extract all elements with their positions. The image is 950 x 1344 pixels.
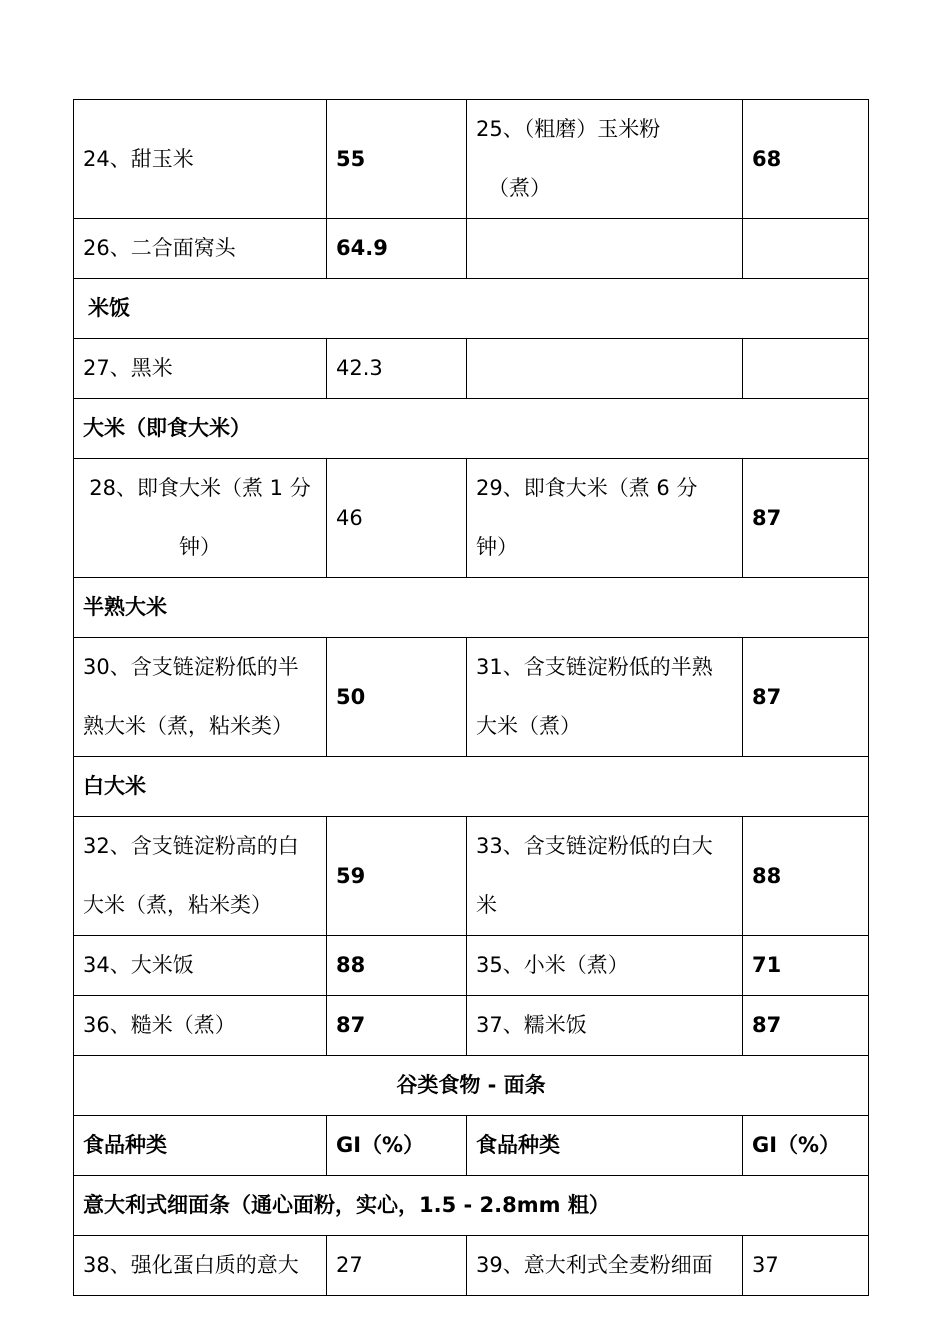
food-name <box>467 638 743 757</box>
gi-table <box>73 99 869 1296</box>
food-name-line: 钟） <box>179 535 221 559</box>
food-name-line: （煮） <box>488 176 551 200</box>
food-name-line: 32、含支链淀粉高的白 <box>83 834 299 858</box>
empty-cell <box>743 219 869 279</box>
food-name: 27、黑米 <box>74 339 327 399</box>
gi-value: 27 <box>327 1236 467 1296</box>
section-row <box>74 399 869 459</box>
food-name <box>467 817 743 936</box>
section-title: 谷类食物 - 面条 <box>74 1056 869 1116</box>
column-header: 食品种类 <box>74 1116 327 1176</box>
empty-cell <box>467 219 743 279</box>
section-title: 半熟大米 <box>74 578 869 638</box>
section-title: 意大利式细面条（通心面粉，实心，1.5 - 2.8mm 粗） <box>74 1176 869 1236</box>
gi-value: 87 <box>743 638 869 757</box>
food-name: 37、糯米饭 <box>467 996 743 1056</box>
food-name-line: 大米（煮） <box>476 714 581 738</box>
table-row <box>74 996 869 1056</box>
food-name-line: 31、含支链淀粉低的半熟 <box>476 655 713 679</box>
gi-value: 59 <box>327 817 467 936</box>
table-row <box>74 219 869 279</box>
food-name <box>467 459 743 578</box>
table-row <box>74 936 869 996</box>
header-row <box>74 1116 869 1176</box>
gi-value: 68 <box>743 100 869 219</box>
section-title: 白大米 <box>74 757 869 817</box>
gi-value: 64.9 <box>327 219 467 279</box>
section-row <box>74 1056 869 1116</box>
gi-value: 50 <box>327 638 467 757</box>
food-name: 38、强化蛋白质的意大 <box>74 1236 327 1296</box>
food-name-line: 熟大米（煮，粘米类） <box>83 714 293 738</box>
section-title: 米饭 <box>74 279 869 339</box>
column-header: 食品种类 <box>467 1116 743 1176</box>
column-header: GI（%） <box>743 1116 869 1176</box>
gi-value: 87 <box>743 459 869 578</box>
section-title: 大米（即食大米） <box>74 399 869 459</box>
food-name-line: 33、含支链淀粉低的白大 <box>476 834 713 858</box>
gi-value: 87 <box>743 996 869 1056</box>
section-row <box>74 578 869 638</box>
food-name: 35、小米（煮） <box>467 936 743 996</box>
table-row <box>74 1236 869 1296</box>
gi-value: 55 <box>327 100 467 219</box>
food-name-line: 钟） <box>476 535 518 559</box>
empty-cell <box>467 339 743 399</box>
food-name: 26、二合面窝头 <box>74 219 327 279</box>
food-name: 36、糙米（煮） <box>74 996 327 1056</box>
table-row <box>74 459 869 578</box>
food-name-line: 大米（煮，粘米类） <box>83 893 272 917</box>
food-name-line: 25、（粗磨）玉米粉 <box>476 117 661 141</box>
food-name-line: 28、即食大米（煮 1 分 <box>89 476 311 500</box>
food-name <box>467 100 743 219</box>
section-row <box>74 757 869 817</box>
food-name: 24、甜玉米 <box>74 100 327 219</box>
gi-value: 71 <box>743 936 869 996</box>
gi-value: 42.3 <box>327 339 467 399</box>
food-name <box>74 638 327 757</box>
food-name-line: 米 <box>476 893 497 917</box>
section-row <box>74 1176 869 1236</box>
empty-cell <box>743 339 869 399</box>
table-row <box>74 100 869 219</box>
food-name <box>74 817 327 936</box>
food-name-line: 30、含支链淀粉低的半 <box>83 655 299 679</box>
gi-value: 88 <box>327 936 467 996</box>
gi-value: 87 <box>327 996 467 1056</box>
table-row <box>74 339 869 399</box>
gi-value: 37 <box>743 1236 869 1296</box>
section-row <box>74 279 869 339</box>
food-name: 39、意大利式全麦粉细面 <box>467 1236 743 1296</box>
food-name <box>74 459 327 578</box>
table-row <box>74 638 869 757</box>
food-name-line: 29、即食大米（煮 6 分 <box>476 476 698 500</box>
table-row <box>74 817 869 936</box>
gi-value: 46 <box>327 459 467 578</box>
food-name: 34、大米饭 <box>74 936 327 996</box>
gi-value: 88 <box>743 817 869 936</box>
column-header: GI（%） <box>327 1116 467 1176</box>
